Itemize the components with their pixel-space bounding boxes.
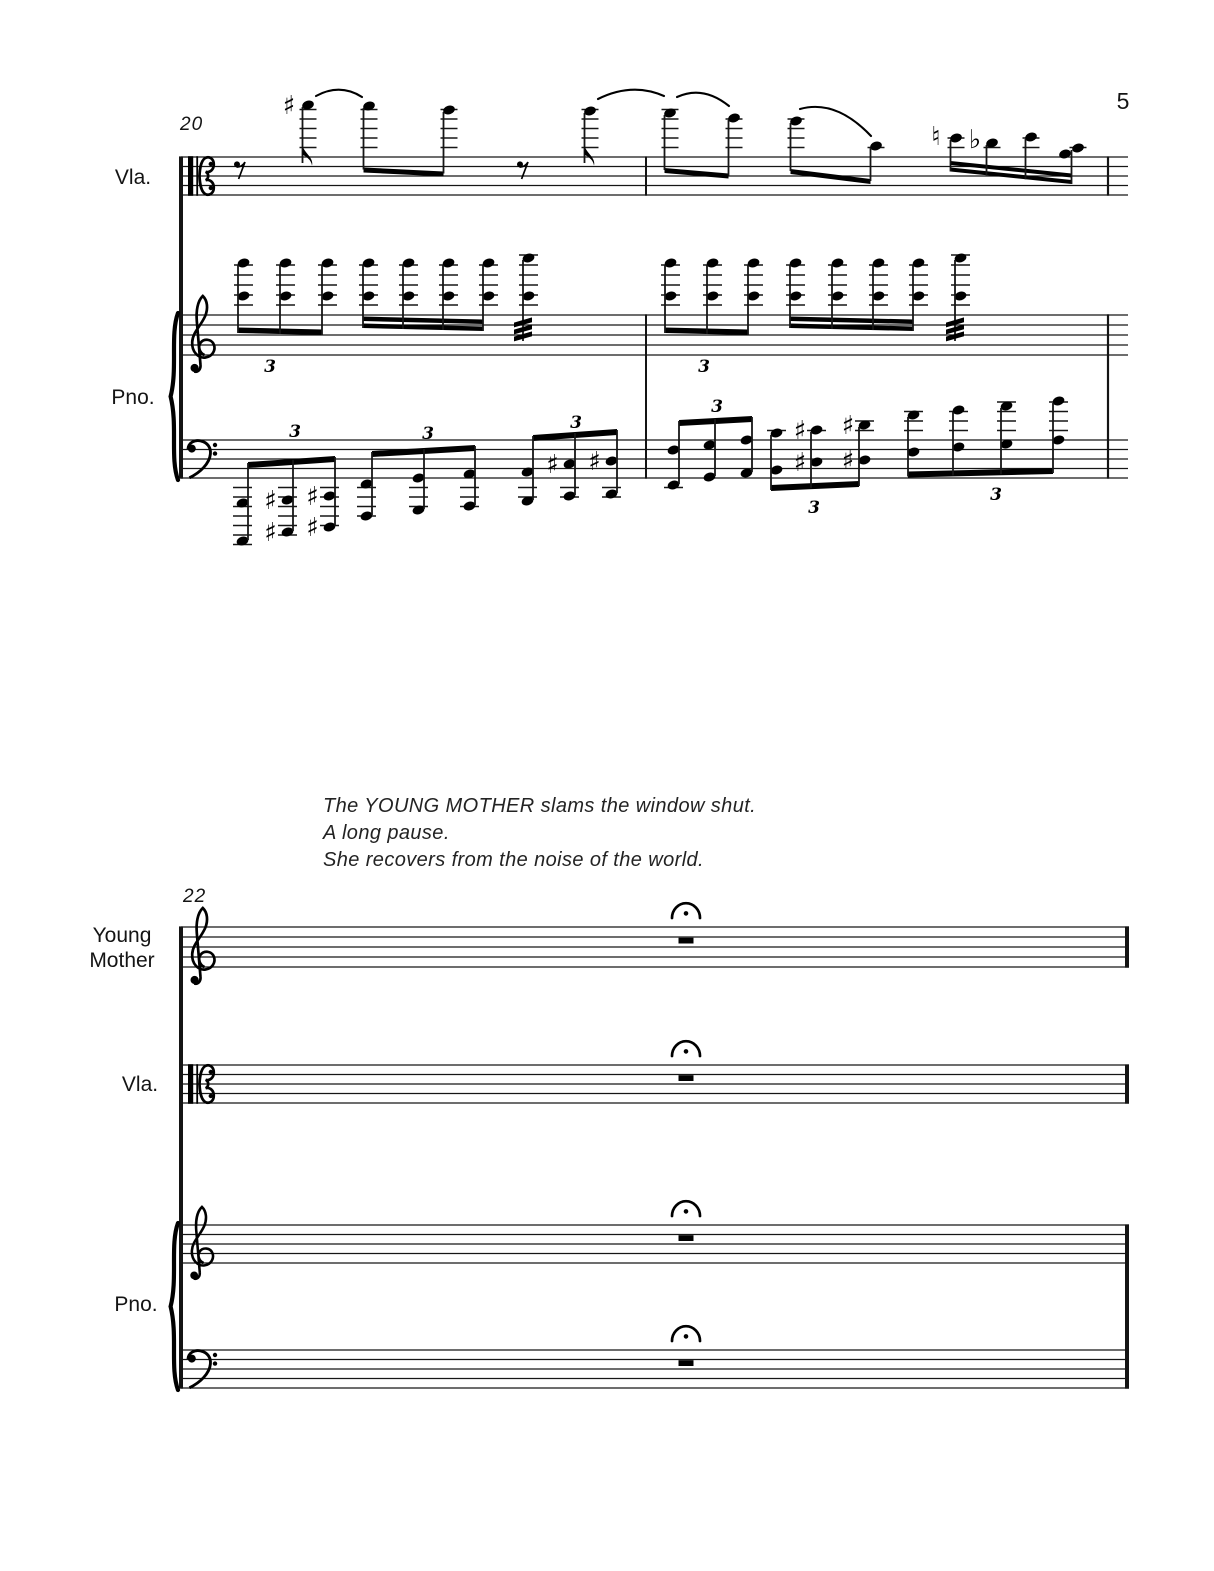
circle bbox=[213, 1353, 217, 1357]
circle bbox=[213, 451, 217, 455]
treble-clef-icon bbox=[191, 908, 215, 984]
tremolo-icon bbox=[946, 317, 964, 341]
sharp-icon: ♯ bbox=[793, 448, 807, 478]
fermata-icon bbox=[672, 1326, 700, 1341]
sharp-icon: ♯ bbox=[841, 411, 855, 441]
path bbox=[672, 1326, 700, 1341]
whole-rest bbox=[679, 1235, 694, 1241]
treble-clef-icon bbox=[190, 1207, 213, 1279]
beam bbox=[364, 168, 444, 177]
instrument-label-young-mother: Mother bbox=[89, 949, 155, 972]
barline bbox=[1107, 314, 1109, 478]
sharp-icon: ♯ bbox=[264, 486, 277, 516]
circle bbox=[684, 911, 689, 916]
beam bbox=[363, 317, 483, 325]
piano-brace-icon bbox=[171, 1223, 178, 1390]
circle bbox=[213, 443, 217, 447]
instrument-label-piano: Pno. bbox=[114, 1293, 158, 1316]
tuplet-number: 3 bbox=[570, 413, 582, 433]
stage-direction-line-2: A long pause. bbox=[323, 822, 450, 844]
treble-clef-icon bbox=[191, 296, 215, 372]
sharp-icon: ♯ bbox=[306, 513, 319, 543]
path bbox=[672, 1201, 700, 1216]
viola-staff bbox=[181, 1065, 1129, 1103]
instrument-label-piano: Pno. bbox=[111, 386, 155, 409]
path bbox=[672, 903, 700, 918]
system-start-barline bbox=[179, 926, 183, 1388]
stage-direction-line-3: She recovers from the noise of the world. bbox=[323, 849, 705, 871]
natural-icon: ♮ bbox=[931, 122, 941, 152]
eighth-flag bbox=[303, 146, 313, 166]
eighth-flag bbox=[585, 146, 595, 166]
slur bbox=[800, 107, 871, 136]
path bbox=[192, 296, 214, 365]
instrument-label-viola: Vla. bbox=[114, 166, 152, 189]
system-start-barline bbox=[179, 156, 183, 478]
sharp-icon: ♯ bbox=[546, 450, 559, 480]
tuplet-number: 3 bbox=[698, 357, 710, 377]
measure-number-20: 20 bbox=[180, 114, 204, 135]
piano-treble-staff bbox=[181, 1225, 1129, 1263]
circle bbox=[684, 1209, 689, 1214]
young-mother-staff bbox=[181, 927, 1129, 967]
final-barline bbox=[1125, 1224, 1129, 1388]
beam bbox=[665, 168, 729, 179]
slur bbox=[598, 90, 664, 99]
circle bbox=[213, 1361, 217, 1365]
system-2 bbox=[89, 886, 1129, 1390]
tremolo-icon bbox=[514, 317, 532, 341]
beam bbox=[908, 468, 1053, 478]
circle bbox=[209, 162, 213, 166]
sharp-icon: ♯ bbox=[306, 482, 319, 512]
final-barline bbox=[1125, 926, 1129, 967]
path bbox=[672, 1041, 700, 1056]
notehead bbox=[1058, 148, 1072, 160]
circle bbox=[209, 1094, 213, 1098]
piano-bass-staff bbox=[181, 1350, 1129, 1388]
notehead bbox=[1071, 142, 1085, 154]
sharp-icon: ♯ bbox=[588, 447, 601, 477]
slur bbox=[316, 90, 362, 97]
stage-direction-line-1: The YOUNG MOTHER slams the window shut. bbox=[323, 795, 757, 817]
whole-rest bbox=[679, 1075, 694, 1081]
flat-icon: ♭ bbox=[968, 125, 982, 155]
beam bbox=[248, 456, 335, 468]
system-1 bbox=[111, 90, 1128, 548]
path bbox=[192, 1207, 213, 1273]
tuplet-number: 3 bbox=[808, 498, 820, 518]
whole-rest bbox=[679, 938, 694, 944]
beam bbox=[771, 481, 859, 491]
sharp-icon: ♯ bbox=[793, 416, 807, 446]
rect bbox=[188, 156, 193, 196]
measure-number-22: 22 bbox=[183, 886, 207, 907]
barline bbox=[1107, 156, 1109, 195]
instrument-label-young-mother: Young bbox=[92, 924, 152, 947]
path bbox=[192, 908, 214, 977]
sharp-icon: ♯ bbox=[841, 446, 855, 476]
fermata-icon bbox=[672, 1201, 700, 1216]
circle bbox=[209, 186, 213, 190]
tuplet-number: 3 bbox=[422, 424, 434, 444]
whole-rest bbox=[679, 1360, 694, 1366]
circle bbox=[684, 1049, 689, 1054]
fermata-icon bbox=[672, 1041, 700, 1056]
tuplet-number: 3 bbox=[264, 357, 276, 377]
fermata-icon bbox=[672, 903, 700, 918]
slur bbox=[677, 93, 729, 106]
barline bbox=[645, 314, 647, 478]
stage-directions bbox=[322, 795, 756, 871]
circle bbox=[191, 364, 199, 372]
tuplet-number: 3 bbox=[289, 422, 301, 442]
circle bbox=[209, 1070, 213, 1074]
circle bbox=[684, 1334, 689, 1339]
instrument-label-viola: Vla. bbox=[121, 1073, 159, 1096]
beam bbox=[790, 317, 913, 325]
page-number: 5 bbox=[1116, 88, 1130, 114]
rect bbox=[188, 1064, 193, 1104]
sharp-icon: ♯ bbox=[282, 91, 296, 121]
barline bbox=[645, 156, 647, 195]
circle bbox=[190, 1271, 198, 1279]
piano-brace-icon bbox=[171, 313, 178, 480]
piano-treble-staff bbox=[181, 315, 1128, 355]
tuplet-number: 3 bbox=[711, 397, 723, 417]
tuplet-number: 3 bbox=[990, 485, 1002, 505]
final-barline bbox=[1125, 1064, 1129, 1103]
circle bbox=[191, 976, 199, 984]
piano-bass-music bbox=[233, 395, 1068, 548]
sharp-icon: ♯ bbox=[264, 518, 277, 548]
viola-music bbox=[234, 90, 1087, 184]
